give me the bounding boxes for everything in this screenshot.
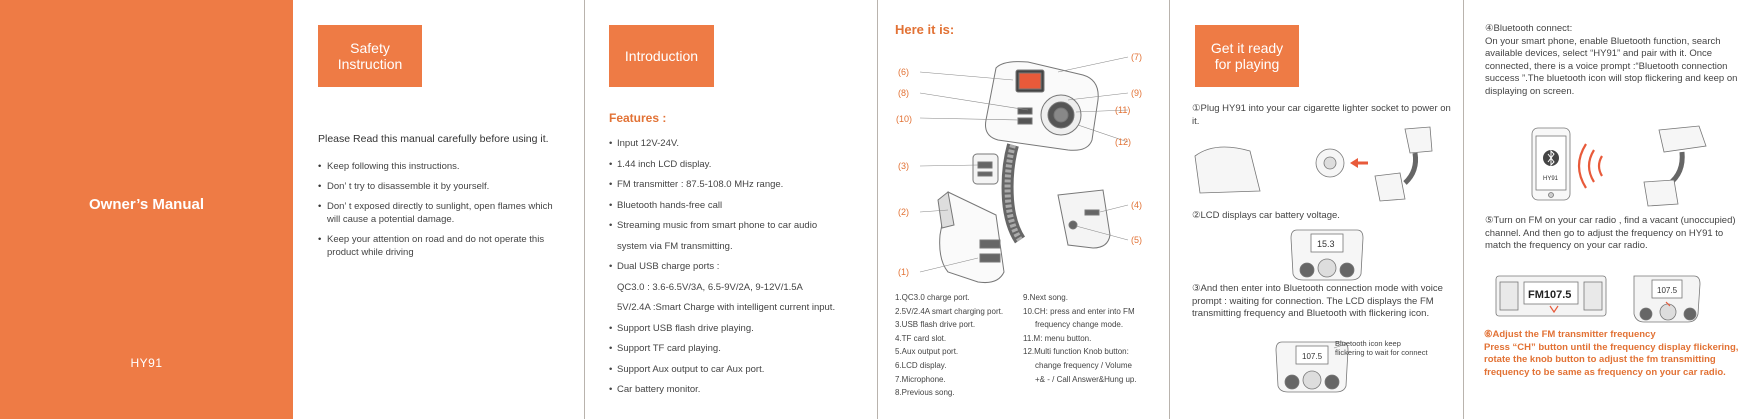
phone-pairing-illustration <box>1484 118 1744 208</box>
list-item: • Don’ t exposed directly to sunlight, open flames which will cause a potential damage. <box>318 200 568 226</box>
list-item: change frequency / Volume <box>1035 360 1132 370</box>
radio-display: FM107.5 <box>1528 289 1572 301</box>
bluetooth-panel <box>1464 0 1754 419</box>
parts-heading: Here it is: <box>895 22 955 37</box>
lcd-voltage-illustration <box>1287 224 1367 284</box>
cover-title: Owner’s Manual <box>88 196 205 213</box>
list-item: • Keep your attention on road and do not operate this product while driving <box>318 233 568 259</box>
callout-1: (1) <box>898 267 909 277</box>
callout-7: (7) <box>1131 52 1142 62</box>
list-item: 3.USB flash drive port. <box>895 320 976 330</box>
list-item: 1.QC3.0 charge port. <box>895 293 970 302</box>
list-item: • 1.44 inch LCD display. <box>609 155 871 176</box>
cover-model: HY91 <box>130 356 163 370</box>
list-item: 4.TF card slot. <box>895 333 947 343</box>
getready-heading: Get it ready for playing <box>1195 25 1299 87</box>
list-item: • Input 12V-24V. <box>609 134 871 155</box>
step-3-text: ③And then enter into Bluetooth connection mode with voice prompt : waiting for connection. The LCD displays the FM transmitting frequency and Bluetooth with flickering icon. <box>1192 283 1443 319</box>
list-item: 11.M: menu button. <box>1023 333 1092 343</box>
callout-8: (8) <box>898 88 909 98</box>
callout-11: (11) <box>1115 105 1131 115</box>
plug-in-illustration <box>1190 121 1440 206</box>
callout-9: (9) <box>1131 88 1142 98</box>
list-item: • Car battery monitor. <box>609 380 871 401</box>
features-list <box>609 134 871 401</box>
list-item: QC3.0 : 3.6-6.5V/3A, 6.5-9V/2A, 9-12V/1.5A <box>617 281 803 293</box>
list-item: 10.CH: press and enter into FM <box>1023 306 1135 316</box>
list-item: 6.LCD display. <box>895 360 947 370</box>
list-item: • Support USB flash drive playing. <box>609 319 871 340</box>
intro-panel <box>585 0 878 419</box>
list-item: • Dual USB charge ports : <box>609 257 871 278</box>
radio-tuning-illustration <box>1494 270 1754 328</box>
step-5-text: ⑤Turn on FM on your car radio , find a vacant (unoccupied) channel. And then go to adjust the frequency on HY91 to match the frequency on your car radio. <box>1485 215 1736 251</box>
list-item: +& - / Call Answer&Hung up. <box>1035 374 1137 384</box>
step-2-text: ②LCD displays car battery voltage. <box>1192 210 1340 221</box>
intro-heading: Introduction <box>609 25 714 87</box>
device-display: 107.5 <box>1657 286 1678 295</box>
safety-panel <box>293 0 585 419</box>
callout-4: (4) <box>1131 200 1142 210</box>
safety-list <box>318 160 568 266</box>
getready-panel <box>1170 0 1464 419</box>
list-item: 7.Microphone. <box>895 374 946 384</box>
callout-3: (3) <box>898 161 909 171</box>
list-item: 5V/2.4A :Smart Charge with intelligent current input. <box>617 302 836 313</box>
cover-panel <box>0 0 293 419</box>
features-title: Features : <box>609 111 667 125</box>
lcd-frequency: 107.5 <box>1302 352 1323 361</box>
list-item: • Keep following this instructions. <box>318 160 568 173</box>
safety-heading: Safety Instruction <box>318 25 422 87</box>
callout-2: (2) <box>898 207 909 217</box>
device-diagram <box>878 0 1170 290</box>
parts-panel <box>878 0 1170 419</box>
callout-5: (5) <box>1131 235 1142 245</box>
list-item: • FM transmitter : 87.5-108.0 MHz range. <box>609 175 871 196</box>
step-1-text: ①Plug HY91 into your car cigarette lighter socket to power on it. <box>1192 103 1451 127</box>
parts-list-right <box>1023 291 1163 386</box>
list-item: • Bluetooth hands-free call <box>609 196 871 217</box>
bluetooth-caption: Bluetooth icon keep flickering to wait for connect <box>1335 339 1428 357</box>
list-item: 8.Previous song. <box>895 388 955 398</box>
list-item: 9.Next song. <box>1023 293 1068 302</box>
list-item: 12.Multi function Knob button: <box>1023 347 1129 357</box>
phone-label: HY91 <box>1543 176 1559 182</box>
list-item: • Support Aux output to car Aux port. <box>609 360 871 381</box>
list-item: • Don’ t try to disassemble it by yourself. <box>318 180 568 193</box>
safety-lead: Please Read this manual carefully before using it. <box>318 133 549 145</box>
list-item: • Streaming music from smart phone to car audio <box>609 216 871 237</box>
list-item: 2.5V/2.4A smart charging port. <box>895 306 1004 316</box>
list-item: system via FM transmitting. <box>617 240 733 252</box>
parts-list-left <box>895 291 1020 400</box>
list-item: • Support TF card playing. <box>609 339 871 360</box>
step-6-text: ⑥Adjust the FM transmitter frequency Press “CH” button until the frequency display flickering, rotate the knob button to adjust the fm transmitting frequency to be same as frequency on your car radio. <box>1484 329 1739 378</box>
step-4-text: ④Bluetooth connect: On your smart phone, enable Bluetooth function, search available devices, select “HY91” and pair with it. Once connected, there is a voice prompt :“Bluetooth connection success ”.The bluetooth icon will stop flickering and keep on displaying on screen. <box>1485 23 1738 97</box>
lcd-voltage: 15.3 <box>1317 239 1335 249</box>
callout-10: (10) <box>896 114 913 124</box>
callout-6: (6) <box>898 67 909 77</box>
callout-12: (12) <box>1115 137 1132 147</box>
list-item: frequency change mode. <box>1035 320 1124 330</box>
list-item: 5.Aux output port. <box>895 347 959 357</box>
